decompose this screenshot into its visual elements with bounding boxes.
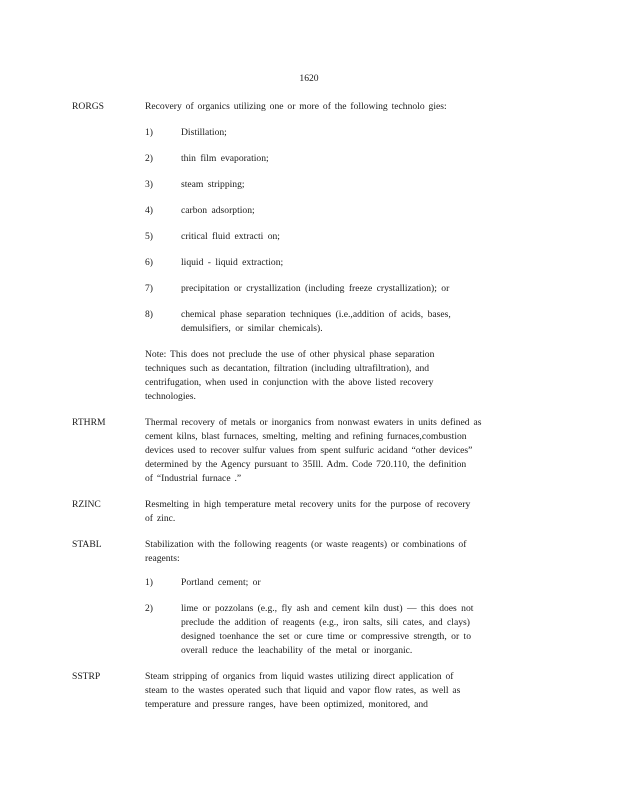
section-code-rorgs: RORGS (72, 101, 104, 112)
text-line: Resmelting in high temperature metal recovery units for the purpose of recovery (145, 499, 471, 510)
list-number: 4) (145, 205, 153, 216)
text-line: of “Industrial furnace .” (145, 473, 242, 484)
text-line: steam to the wastes operated such that liquid and vapor flow rates, as well as (145, 685, 461, 696)
list-text: Portland cement; or (181, 577, 261, 588)
list-number: 8) (145, 309, 153, 320)
stabl-text (145, 538, 545, 566)
list-text: overall reduce the leachability of the metal or inorganic. (181, 645, 413, 656)
text-line: cement kilns, blast furnaces, smelting, melting and refining furnaces,combustion (145, 431, 467, 442)
list-number: 7) (145, 283, 153, 294)
section-code-rzinc: RZINC (72, 499, 101, 510)
text-line: reagents: (145, 553, 180, 564)
list-number: 3) (145, 179, 153, 190)
list-text: precipitation or crystallization (including freeze crystallization); or (181, 283, 450, 294)
list-text: critical fluid extracti on; (181, 231, 280, 242)
section-code-rthrm: RTHRM (72, 417, 106, 428)
text-line: Stabilization with the following reagents (or waste reagents) or combinations of (145, 539, 467, 550)
rorgs-note (145, 348, 545, 404)
list-text: steam stripping; (181, 179, 245, 190)
section-code-stabl: STABL (72, 539, 102, 550)
note-line: Note: This does not preclude the use of other physical phase separation (145, 349, 435, 360)
rzinc-text (145, 498, 545, 526)
list-text: Distillation; (181, 127, 227, 138)
list-number: 6) (145, 257, 153, 268)
rorgs-intro: Recovery of organics utilizing one or more of the following technolo gies: (145, 101, 447, 112)
list-number: 5) (145, 231, 153, 242)
sstrp-text (145, 670, 545, 712)
text-line: of zinc. (145, 513, 176, 524)
list-text: demulsifiers, or similar chemicals). (181, 323, 323, 334)
list-text: preclude the addition of reagents (e.g., iron salts, sili cates, and clays) (181, 617, 470, 628)
text-line: temperature and pressure ranges, have been optimized, monitored, and (145, 699, 428, 710)
list-number: 1) (145, 127, 153, 138)
list-number: 2) (145, 153, 153, 164)
list-text: chemical phase separation techniques (i.e.,addition of acids, bases, (181, 309, 451, 320)
note-line: centrifugation, when used in conjunction with the above listed recovery (145, 377, 434, 388)
list-text: designed toenhance the set or cure time or compressive strength, or to (181, 631, 472, 642)
text-line: Thermal recovery of metals or inorganics from nonwast ewaters in units defined as (145, 417, 482, 428)
list-number: 2) (145, 603, 153, 614)
text-line: Steam stripping of organics from liquid wastes utilizing direct application of (145, 671, 454, 682)
note-line: techniques such as decantation, filtration (including ultrafiltration), and (145, 363, 430, 374)
list-text: liquid - liquid extraction; (181, 257, 284, 268)
text-line: determined by the Agency pursuant to 35Ill. Adm. Code 720.110, the definition (145, 459, 467, 470)
text-line: devices used to recover sulfur values from spent sulfuric acidand “other devices” (145, 445, 473, 456)
list-text: thin film evaporation; (181, 153, 269, 164)
page-number: 1620 (299, 73, 319, 84)
list-text: carbon adsorption; (181, 205, 255, 216)
list-number: 1) (145, 577, 153, 588)
note-line: technologies. (145, 391, 196, 402)
section-code-sstrp: SSTRP (72, 671, 101, 682)
rthrm-text (145, 416, 545, 486)
list-text: lime or pozzolans (e.g., fly ash and cement kiln dust) — this does not (181, 603, 474, 614)
